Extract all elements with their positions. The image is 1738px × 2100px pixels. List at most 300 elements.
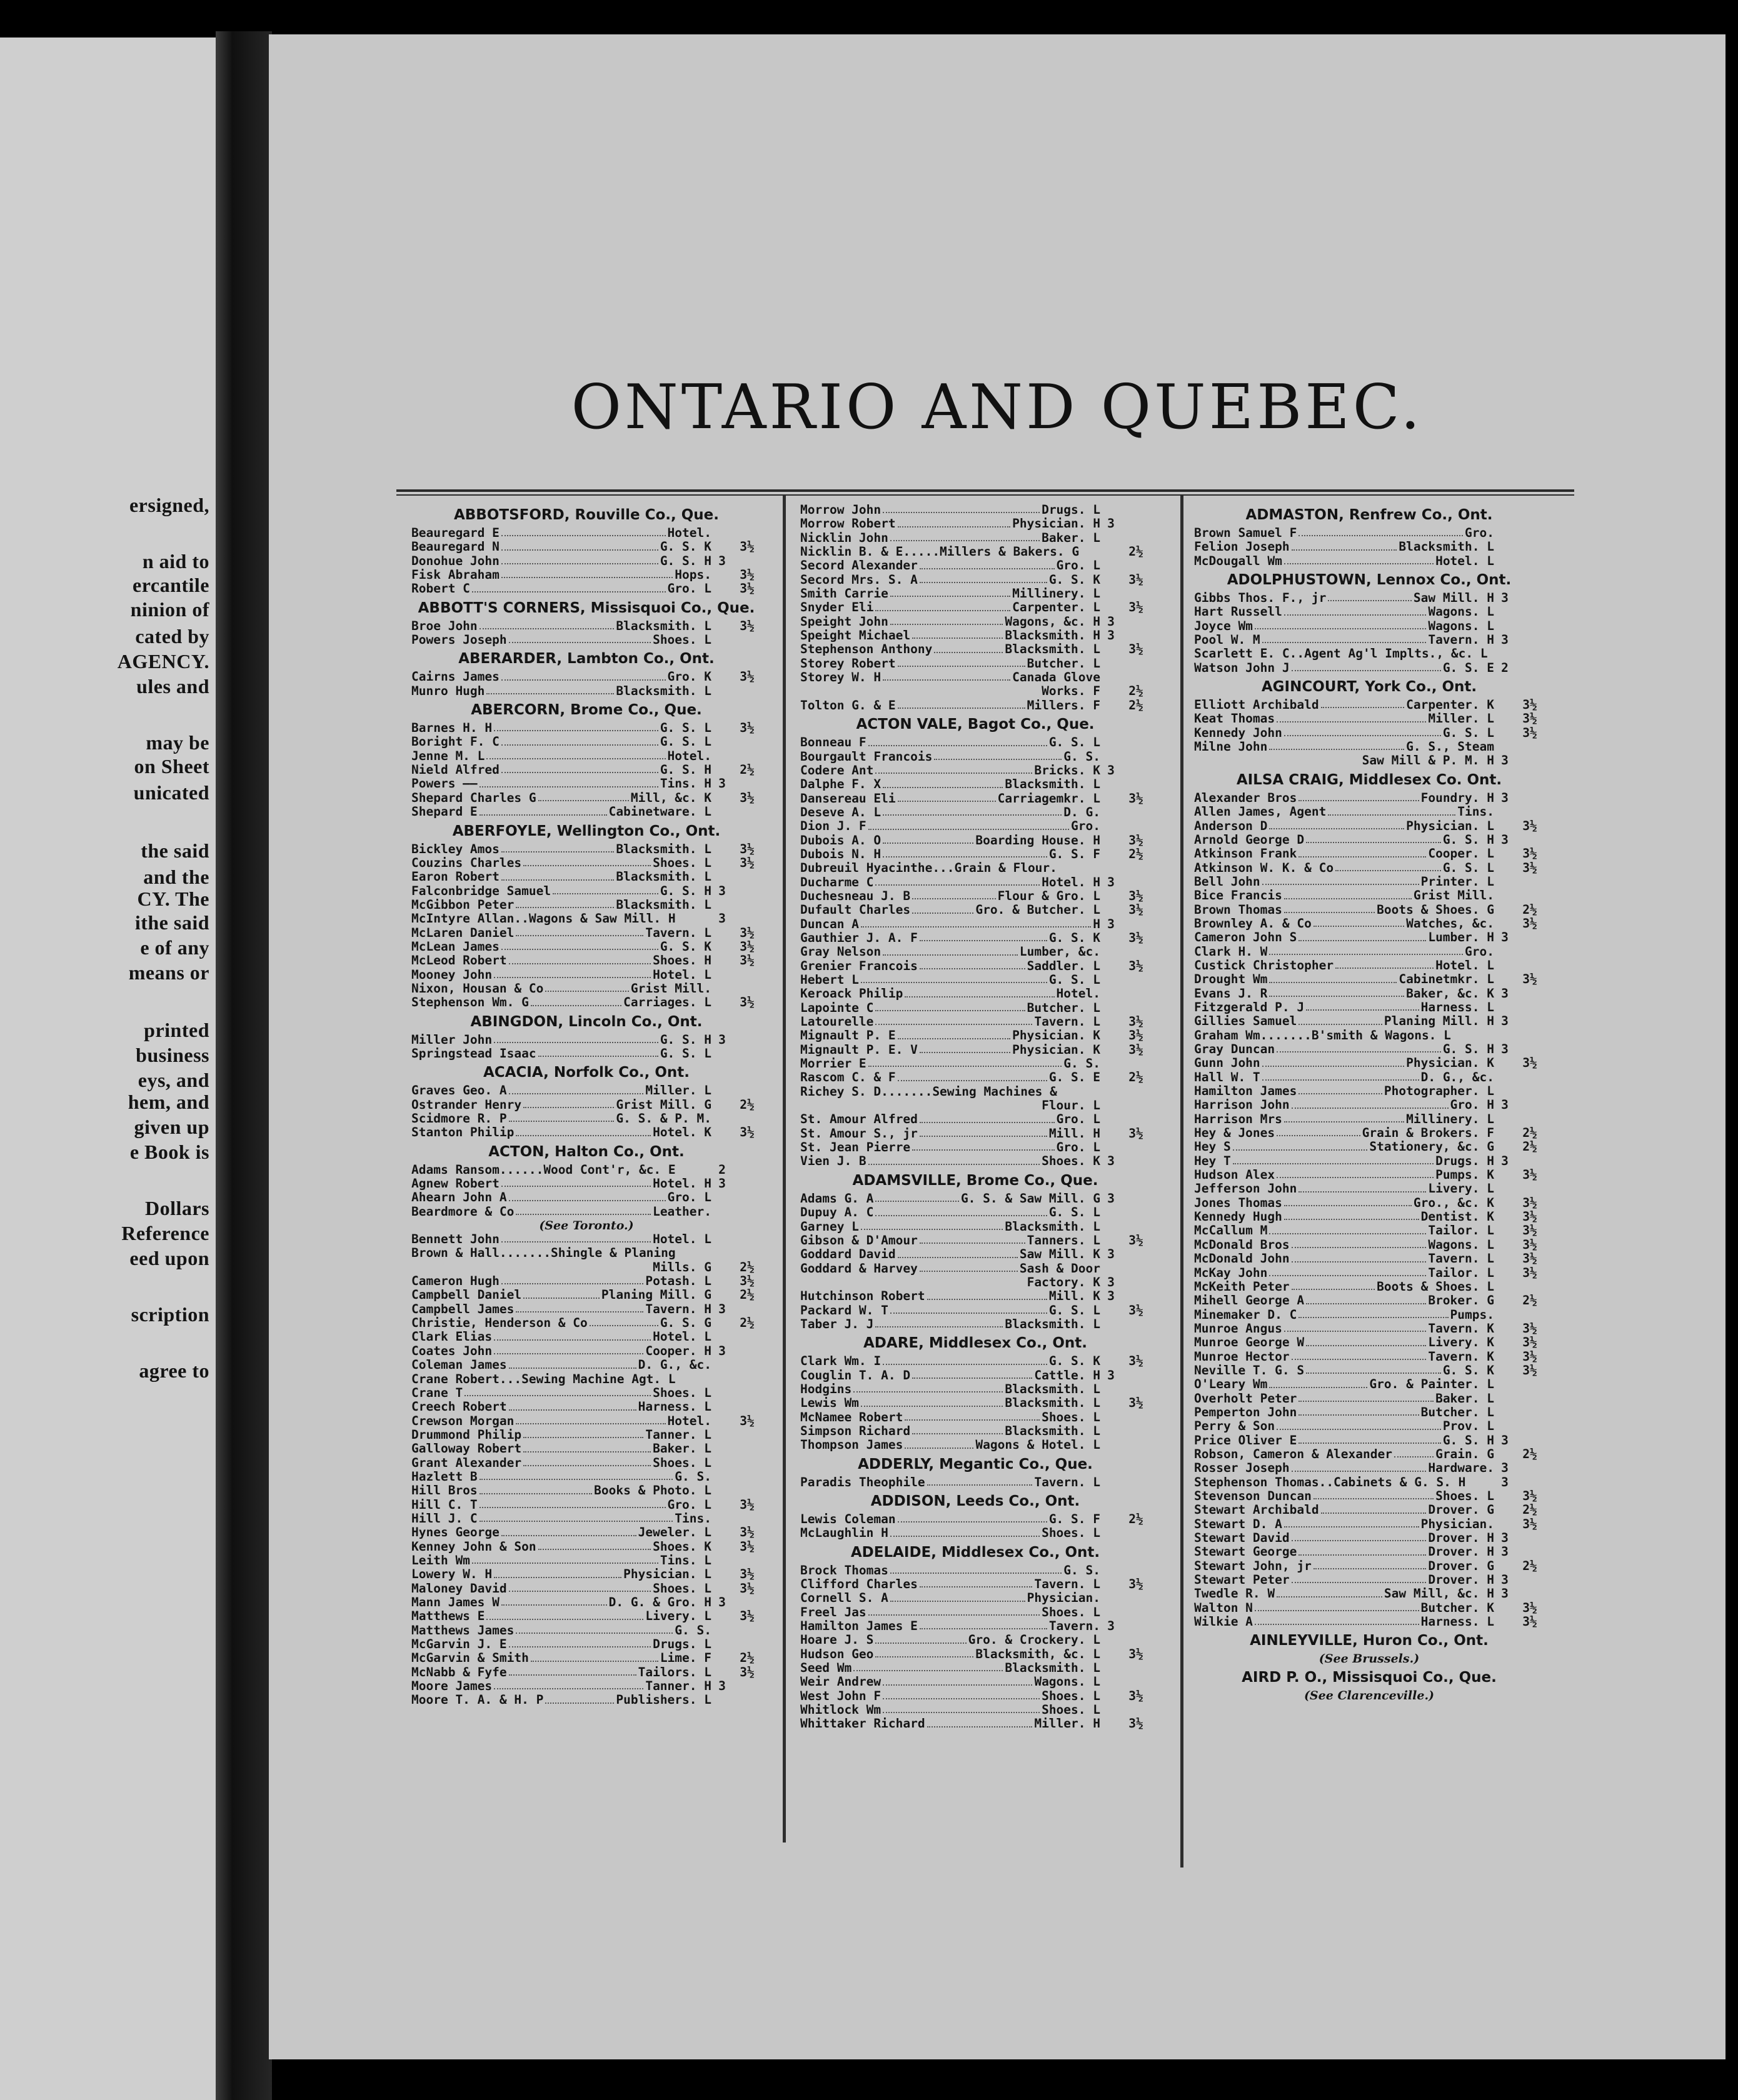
listing-name: Stewart D. A — [1194, 1517, 1282, 1531]
credit-rating — [711, 996, 733, 1009]
listing-trade: Physician. L — [623, 1568, 711, 1582]
listing-name: McIntyre Allan..Wagons & Saw Mill. H — [411, 912, 676, 926]
listing-trade: Dentist. K — [1420, 1210, 1494, 1224]
listing-trade: Hotel. L — [1435, 554, 1494, 568]
listing-trade: Tavern. L — [1034, 1015, 1100, 1029]
listing-trade: Gro. L — [1056, 1141, 1100, 1155]
listing-name: Beauregard E — [411, 526, 500, 540]
listing-trade: Boarding House. H — [975, 833, 1100, 848]
listing-name: Adams Ransom......Wood Cont'r, &c. E — [411, 1162, 676, 1177]
listing-trade: Broker. G — [1428, 1294, 1494, 1308]
credit-rating — [1494, 1252, 1515, 1266]
credit-rating — [1100, 987, 1122, 1001]
left-page-text-line: AGENCY. — [117, 650, 209, 672]
leader-dots — [501, 554, 658, 564]
credit-rating — [1100, 1318, 1122, 1331]
listing-row — [1194, 1112, 1544, 1126]
listing-name: Leith Wm — [411, 1553, 470, 1568]
listing-trade: Shoes. L — [1042, 1703, 1100, 1718]
listing-trade: Tavern. H — [1428, 633, 1494, 648]
listing-row — [411, 1666, 761, 1679]
listing-name: Taber J. J — [800, 1317, 874, 1331]
listing-name: Seed Wm — [800, 1661, 852, 1676]
listing-trade: Tavern. L — [1034, 1475, 1100, 1489]
leader-dots — [920, 1043, 1010, 1053]
leader-dots — [538, 791, 629, 801]
listing-row — [1194, 1210, 1544, 1224]
listing-trade: Blacksmith. L — [1005, 1219, 1100, 1234]
credit-rating-fraction — [733, 1512, 761, 1526]
credit-rating-fraction — [1122, 657, 1150, 671]
leader-dots — [523, 1442, 651, 1452]
credit-rating: 3 — [1107, 1289, 1115, 1304]
credit-rating-fraction: 2½ — [740, 1316, 755, 1331]
listing-row — [1194, 791, 1544, 805]
leader-dots — [868, 1154, 1040, 1164]
listing-trade: Millinery. L — [1406, 1112, 1494, 1126]
credit-rating-fraction — [1122, 1438, 1150, 1452]
credit-rating-fraction — [733, 1232, 761, 1246]
gutter-shadow — [216, 31, 272, 2100]
listing-trade: Blacksmith. L — [616, 619, 711, 633]
credit-rating — [711, 1261, 733, 1274]
listing-row — [800, 1382, 1150, 1396]
leader-dots — [501, 763, 658, 773]
credit-rating: 3 — [1501, 1154, 1509, 1168]
listing-row — [800, 792, 1150, 806]
leader-dots — [1262, 875, 1419, 885]
listing-name: Keroack Philip — [800, 987, 903, 1001]
credit-rating-fraction: 3½ — [1128, 791, 1143, 806]
credit-rating — [1100, 959, 1122, 973]
leader-dots — [480, 1512, 673, 1522]
credit-rating — [1100, 1476, 1122, 1489]
listing-trade: Tins. — [675, 1511, 711, 1526]
listing-row — [411, 791, 761, 805]
leader-dots — [846, 1276, 1025, 1286]
listing-row — [411, 996, 761, 1009]
left-page-text-line: Dollars — [144, 1197, 209, 1219]
listing-name: Beauregard N — [411, 540, 500, 554]
credit-rating-fraction — [733, 805, 761, 819]
credit-rating-fraction: 3½ — [740, 842, 755, 856]
credit-rating-fraction — [1515, 1014, 1544, 1028]
listing-name: Powers Joseph — [411, 633, 507, 648]
listing-trade: G. S. K — [1442, 1363, 1494, 1378]
listing-trade: G. S. H — [1442, 832, 1494, 847]
credit-rating-fraction — [1515, 945, 1544, 959]
listing-trade: Grain & Brokers. F — [1362, 1126, 1494, 1141]
credit-rating-fraction — [1122, 819, 1150, 833]
place-heading: ADDERLY, Megantic Co., Que. — [858, 1456, 1093, 1472]
leader-dots — [875, 1192, 959, 1202]
leader-dots — [912, 1424, 1003, 1434]
listing-trade: Tavern. L — [645, 926, 711, 940]
credit-rating-fraction: 2½ — [1522, 1503, 1537, 1518]
credit-rating-fraction — [1515, 833, 1544, 847]
listing-name — [800, 1276, 844, 1289]
left-page-text-line: CY. The — [137, 888, 209, 910]
credit-rating-fraction — [733, 1554, 761, 1568]
credit-rating-fraction — [1122, 671, 1150, 684]
listing-row — [1194, 1238, 1544, 1252]
listing-row — [1194, 633, 1544, 647]
listing-row — [800, 1619, 1150, 1633]
listing-row — [411, 1330, 761, 1344]
left-page-strip — [0, 38, 216, 2100]
credit-rating: 3 — [1501, 1042, 1509, 1056]
listing-trade: Gro. & Crockery. L — [968, 1633, 1100, 1648]
listing-trade: G. S. L — [1048, 736, 1100, 750]
place-heading: AILSA CRAIG, Middlesex Co. Ont. — [1236, 771, 1502, 788]
leader-dots — [516, 1624, 673, 1634]
leader-dots — [883, 1354, 1047, 1364]
listing-trade: D. G., &c. — [1420, 1070, 1494, 1084]
cross-reference-note: (See Brussels.) — [1319, 1652, 1420, 1666]
credit-rating-fraction: 3½ — [1522, 972, 1537, 987]
leader-dots — [1284, 605, 1426, 615]
credit-rating-fraction — [1122, 1411, 1150, 1424]
leader-dots — [920, 1578, 1032, 1588]
listing-trade: Blacksmith. L — [1005, 778, 1100, 792]
credit-rating — [1100, 642, 1122, 656]
credit-rating — [711, 763, 733, 777]
listing-row — [800, 545, 1150, 559]
credit-rating — [711, 791, 733, 805]
credit-rating-fraction — [1122, 1057, 1150, 1071]
listing-name: St. Jean Pierre — [800, 1141, 911, 1155]
credit-rating: 3 — [718, 1032, 726, 1047]
leader-dots — [868, 1057, 1062, 1067]
listing-row — [800, 1043, 1150, 1057]
listing-trade: Hotel. — [667, 749, 711, 763]
leader-dots — [912, 889, 996, 899]
credit-rating — [711, 870, 733, 884]
listing-name: Hodgins — [800, 1382, 852, 1396]
listing-trade: Watches, &c. — [1406, 916, 1494, 931]
leader-dots — [1277, 1168, 1434, 1178]
listing-trade: Cabinetware. L — [608, 805, 711, 819]
credit-rating — [1100, 1112, 1122, 1126]
listing-name: Dion J. F — [800, 819, 866, 834]
credit-rating — [1100, 931, 1122, 945]
leader-dots — [1298, 1308, 1448, 1318]
listing-name: Richey S. D.......Sewing Machines & — [800, 1084, 1057, 1099]
listing-name: Secord Mrs. S. A — [800, 572, 918, 587]
credit-rating — [1100, 1424, 1122, 1438]
credit-rating-fraction — [733, 1372, 761, 1386]
listing-trade: Miller. L — [645, 1084, 711, 1098]
credit-rating — [711, 526, 733, 540]
listing-row — [800, 1057, 1150, 1071]
leader-dots — [1306, 1364, 1441, 1374]
credit-rating-fraction: 3½ — [1128, 1647, 1143, 1661]
listing-name: McLaren Daniel — [411, 926, 515, 940]
listing-row — [411, 763, 761, 777]
leader-dots — [875, 1648, 973, 1658]
listing-trade: Physician. — [1027, 1591, 1100, 1606]
leader-dots — [905, 987, 1054, 997]
credit-rating-fraction: 3½ — [740, 1539, 755, 1554]
listing-name: Codere Ant — [800, 763, 874, 778]
listing-name: Mignault P. E — [800, 1029, 896, 1043]
leader-dots — [846, 684, 1040, 694]
listing-name: Stewart David — [1194, 1531, 1290, 1546]
credit-rating — [1100, 1043, 1122, 1057]
listing-trade: G. S. L — [660, 735, 711, 749]
credit-rating — [711, 898, 733, 912]
place-heading: ADELAIDE, Middlesex Co., Ont. — [850, 1544, 1100, 1561]
leader-dots — [1292, 1238, 1427, 1248]
leader-dots — [509, 954, 651, 964]
listing-row — [1194, 540, 1544, 554]
leader-dots — [1306, 1001, 1419, 1011]
credit-rating-fraction — [1515, 931, 1544, 944]
credit-rating-fraction: 3½ — [740, 1665, 755, 1679]
listing-row — [1194, 1042, 1544, 1056]
listing-name: Miller John — [411, 1032, 493, 1047]
place-heading: AINLEYVILLE, Huron Co., Ont. — [1250, 1632, 1489, 1649]
leader-dots — [678, 1246, 710, 1256]
leader-dots — [1059, 1085, 1098, 1095]
leader-dots — [1277, 1587, 1382, 1597]
leader-dots — [501, 842, 614, 852]
listing-row — [800, 1262, 1150, 1276]
leader-dots — [1321, 698, 1405, 708]
listing-row — [411, 1693, 761, 1707]
listing-row — [800, 1127, 1150, 1141]
column-divider-1 — [783, 496, 786, 1842]
listing-row — [800, 931, 1150, 945]
credit-rating — [1100, 792, 1122, 806]
listing-name: McGarvin & Smith — [411, 1651, 529, 1666]
listing-trade: G. S., Steam — [1406, 740, 1494, 754]
listing-row — [411, 1442, 761, 1456]
credit-rating-fraction — [1122, 973, 1150, 987]
listing-name: Drummond Philip — [411, 1428, 522, 1442]
place-heading: ADARE, Middlesex Co., Ont. — [863, 1335, 1087, 1352]
left-page-text-line: ules and — [136, 675, 209, 698]
credit-rating — [1494, 1336, 1515, 1349]
listing-row — [1194, 526, 1544, 540]
credit-rating-fraction: 2½ — [1522, 902, 1537, 917]
listing-row — [411, 1084, 761, 1098]
listing-row — [411, 1512, 761, 1526]
listing-name: Secord Alexander — [800, 559, 918, 573]
credit-rating — [1100, 1262, 1122, 1276]
listing-name: Perry & Son — [1194, 1419, 1275, 1434]
listing-name: Duncan A — [800, 917, 859, 931]
credit-rating-fraction: 3½ — [1522, 1517, 1537, 1531]
credit-rating: 3 — [718, 884, 726, 898]
credit-rating-fraction — [1122, 1262, 1150, 1276]
listing-name: Gray Duncan — [1194, 1042, 1275, 1056]
credit-rating-fraction — [733, 982, 761, 996]
credit-rating-fraction — [733, 1177, 761, 1191]
listing-name: Neville T. G. S — [1194, 1363, 1305, 1378]
listing-name: Harrison Mrs — [1194, 1112, 1282, 1126]
listing-trade: Harness. L — [1420, 1000, 1494, 1014]
listing-name: Stevenson Duncan — [1194, 1489, 1312, 1503]
credit-rating — [711, 1246, 733, 1260]
leader-dots — [883, 848, 1047, 858]
listing-row — [800, 587, 1150, 601]
credit-rating — [1100, 671, 1122, 684]
leader-dots — [1284, 1196, 1412, 1206]
leader-dots — [1335, 861, 1441, 871]
credit-rating-fraction — [1515, 1154, 1544, 1168]
listing-name: Whitlock Wm — [800, 1703, 882, 1718]
credit-rating-fraction — [1122, 1675, 1150, 1689]
listing-row — [1194, 591, 1544, 605]
listing-name: Felion Joseph — [1194, 540, 1290, 554]
leader-dots — [501, 1177, 651, 1187]
credit-rating — [711, 1638, 733, 1651]
listing-row — [800, 1411, 1150, 1424]
listing-trade: Jeweler. L — [638, 1526, 711, 1540]
listing-row — [411, 1484, 761, 1498]
credit-rating-fraction: 3½ — [1128, 601, 1143, 615]
listing-row — [800, 834, 1150, 848]
listing-trade: Tins. — [1457, 805, 1494, 819]
credit-rating-fraction — [1515, 661, 1544, 675]
credit-rating — [711, 1568, 733, 1581]
credit-rating-fraction — [1515, 1001, 1544, 1014]
listing-trade: Blacksmith. L — [1005, 642, 1100, 657]
listing-row — [1194, 619, 1544, 633]
left-page-text-line: on Sheet — [134, 755, 209, 778]
listing-trade: Baker, &c. K — [1406, 986, 1494, 1001]
listing-trade: Tanner. H — [645, 1679, 711, 1694]
leader-dots — [523, 1456, 651, 1466]
listing-row — [1194, 726, 1544, 740]
listing-trade: Butcher. L — [1420, 1405, 1494, 1419]
listing-name: Stephenson Thomas..Cabinets & G. S. H — [1194, 1475, 1466, 1489]
credit-rating-fraction: 3½ — [740, 1526, 755, 1540]
leader-dots — [531, 996, 621, 1006]
credit-rating-fraction — [1122, 503, 1150, 517]
listing-trade: Shoes. L — [1042, 1410, 1100, 1424]
listing-row — [1194, 1224, 1544, 1238]
leader-dots — [883, 1703, 1040, 1713]
listing-row — [411, 1651, 761, 1665]
leader-dots — [501, 1232, 651, 1242]
listing-trade: G. S. K — [1048, 931, 1100, 945]
credit-rating-fraction — [1515, 791, 1544, 805]
credit-rating — [711, 856, 733, 870]
listing-row — [411, 554, 761, 568]
listing-trade: Sash & Door — [1019, 1261, 1100, 1276]
leader-dots — [912, 903, 973, 913]
listing-name: Gillies Samuel — [1194, 1014, 1297, 1029]
leader-dots — [1292, 661, 1441, 671]
credit-rating-fraction — [1515, 1098, 1544, 1112]
leader-dots — [538, 1540, 651, 1550]
listing-name: Hart Russell — [1194, 605, 1282, 619]
credit-rating — [711, 735, 733, 749]
listing-name: Storey Robert — [800, 656, 896, 671]
left-page-text-line: cated by — [135, 625, 209, 648]
credit-rating — [711, 1126, 733, 1139]
listing-trade: Tailor. L — [1428, 1224, 1494, 1238]
credit-rating-fraction — [733, 1344, 761, 1358]
leader-dots — [1292, 540, 1397, 550]
leader-dots — [898, 1248, 1018, 1258]
credit-rating-fraction — [733, 1358, 761, 1372]
listing-name: Weir Andrew — [800, 1675, 882, 1689]
listing-name: Mann James W — [411, 1596, 500, 1609]
credit-rating — [1100, 1234, 1122, 1248]
credit-rating-fraction: 3½ — [1128, 1303, 1143, 1318]
listing-trade: Hotel. L — [653, 968, 711, 982]
listing-name: McNamee Robert — [800, 1410, 903, 1424]
listing-name: Gibbs Thos. F., jr — [1194, 591, 1327, 606]
listing-trade: G. S. — [1063, 1057, 1100, 1071]
listing-row — [800, 778, 1150, 791]
credit-rating — [1494, 1140, 1515, 1154]
credit-rating-fraction — [1122, 778, 1150, 791]
listing-name: Allen James, Agent — [1194, 805, 1327, 819]
leader-dots — [1269, 1378, 1367, 1388]
credit-rating — [711, 1191, 733, 1204]
listing-row — [800, 1318, 1150, 1331]
listing-name: Clark H. W — [1194, 944, 1268, 959]
credit-rating — [1100, 1606, 1122, 1619]
credit-rating: 3 — [1107, 517, 1115, 531]
credit-rating-fraction — [1122, 1276, 1150, 1289]
credit-rating-fraction — [733, 1205, 761, 1219]
leader-dots — [1284, 1112, 1404, 1122]
listing-row — [1194, 1364, 1544, 1378]
credit-rating — [1494, 1503, 1515, 1517]
credit-rating: 3 — [1501, 931, 1509, 945]
leader-dots — [1284, 726, 1441, 736]
left-page-text-line: ersigned, — [129, 494, 209, 516]
listing-row — [800, 1717, 1150, 1731]
credit-rating — [1100, 545, 1122, 559]
listing-row — [800, 642, 1150, 656]
listing-trade: G. S. — [675, 1623, 711, 1638]
listing-row — [411, 1344, 761, 1358]
leader-dots — [875, 1633, 966, 1643]
leader-dots — [868, 819, 1069, 829]
leader-dots — [920, 1234, 1025, 1244]
listing-row — [411, 1526, 761, 1539]
credit-rating-fraction — [733, 912, 761, 926]
leader-dots — [1298, 1545, 1426, 1555]
credit-rating — [711, 1456, 733, 1470]
listing-row — [411, 1638, 761, 1651]
leader-dots — [501, 670, 666, 680]
left-page-text-line: means or — [128, 961, 209, 984]
listing-name: Lowery W. H — [411, 1568, 493, 1582]
credit-rating-fraction — [1122, 918, 1150, 931]
listing-row — [411, 1679, 761, 1693]
credit-rating-fraction: 3½ — [740, 1274, 755, 1289]
listing-name: Whittaker Richard — [800, 1717, 925, 1731]
leader-dots — [472, 582, 666, 592]
leader-dots — [472, 1554, 658, 1564]
listing-row — [800, 876, 1150, 889]
listing-trade: Butcher. L — [1027, 656, 1100, 671]
leader-dots — [890, 1564, 1062, 1574]
credit-rating: 3 — [718, 554, 726, 568]
listing-name: Dubreuil Hyacinthe...Grain & Flour. — [800, 861, 1057, 876]
credit-rating — [1100, 587, 1122, 601]
listing-row — [1194, 1071, 1544, 1084]
credit-rating-fraction: 2½ — [740, 1288, 755, 1302]
leader-dots — [883, 806, 1062, 816]
